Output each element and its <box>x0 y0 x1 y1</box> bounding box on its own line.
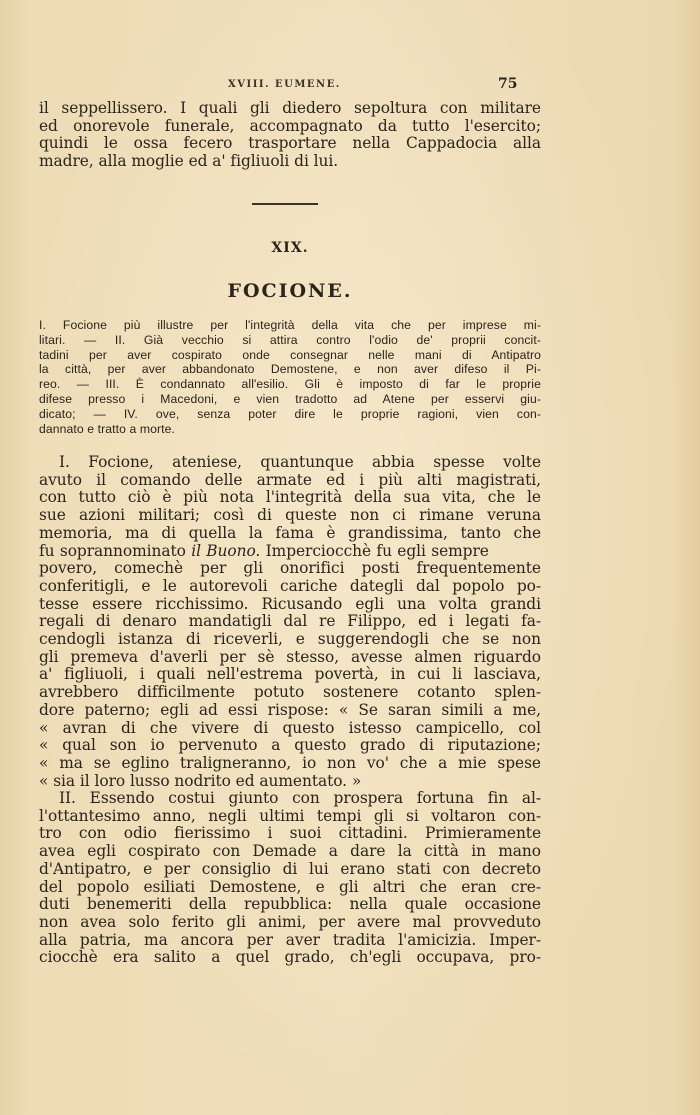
previous-chapter-ending <box>39 100 541 171</box>
text-line: d'Antipatro, e per consiglio di lui erano stati con decreto <box>39 859 541 878</box>
text-line: tro con odio fierissimo i suoi cittadini. Primieramente <box>39 824 541 843</box>
page-number: 75 <box>498 76 518 92</box>
running-title: XVIII. EUMENE. <box>228 79 341 90</box>
chapter-title: FOCIONE. <box>227 280 353 302</box>
text-line: povero, comechè per gli onorifici posti frequentemente <box>39 559 541 578</box>
text-line: ed onorevole funerale, accompagnato da tutto l'esercito; <box>39 116 541 135</box>
text-line: a' figliuoli, i quali nell'estrema povertà, in cui li lasciava, <box>39 665 541 684</box>
text-line: ciocchè era salito a quel grado, ch'egli occupava, pro- <box>39 948 541 967</box>
text-line: avrebbero difficilmente potuto sostenere cotanto splen- <box>39 683 541 702</box>
text-line-with-italic <box>39 543 541 561</box>
summary-line: la città, per aver abbandonato Demostene, e non aver difeso il Pi- <box>39 362 541 377</box>
text-line: quindi le ossa fecero trasportare nella Cappadocia alla <box>39 134 541 153</box>
text-line: II. Essendo costui giunto con prospera fortuna fin al- <box>59 789 541 807</box>
text-line: madre, alla moglie ed a' figliuoli di lui. <box>39 152 339 171</box>
text-line: l'ottantesimo anno, negli ultimi tempi gli si voltaron con- <box>39 806 541 825</box>
text-line: regali di denaro mandatigli dal re Filippo, ed i legati fa- <box>39 612 541 631</box>
summary-line: difese presso i Macedoni, e vien tradotto ad Atene per esservi giu- <box>39 391 541 406</box>
text-line: sue azioni militari; così di queste non ci rimane veruna <box>39 506 541 525</box>
text-line: dore paterno; egli ad essi rispose: « Se saran simili a me, <box>39 700 541 719</box>
section-2-paragraph <box>39 790 541 967</box>
running-head <box>0 76 700 97</box>
text-line: alla patria, ma ancora per aver tradita l'amicizia. Imper- <box>39 930 541 949</box>
summary-line: dicato; — IV. ove, senza poter dire le proprie ragioni, vien con- <box>39 406 541 421</box>
text-line: cendogli istanza di riceverli, e suggerendogli che se non <box>39 630 541 649</box>
text-run: Imperciocchè fu egli sempre <box>260 541 489 560</box>
section-1-paragraph <box>39 454 541 790</box>
text-line: memoria, ma di quella la fama è grandissima, tanto che <box>39 523 541 542</box>
text-line: « ma se eglino traligneranno, io non vo' che a mie spese <box>39 753 541 772</box>
summary-line: reo. — III. È condannato all'esilio. Gli è imposto di far le proprie <box>39 377 541 392</box>
italic-epithet: il Buono. <box>191 541 261 560</box>
text-line: del popolo esiliati Demostene, e gli altri che eran cre- <box>39 877 541 896</box>
text-line: avuto il comando delle armate ed i più alti magistrati, <box>39 470 541 489</box>
text-line: conferitigli, e le autorevoli cariche dategli dal popolo po- <box>39 576 541 595</box>
summary-line: tadini per aver cospirato onde consegnar nelle mani di Antipatro <box>39 347 541 362</box>
text-line: il seppellissero. I quali gli diedero sepoltura con militare <box>39 99 541 117</box>
text-line: avea egli cospirato con Demade a dare la città in mano <box>39 842 541 861</box>
text-line: « sia il loro lusso nodrito ed aumentato. » <box>39 771 362 790</box>
text-run: fu soprannominato <box>39 541 192 560</box>
text-line: « avran di che vivere di questo istesso campicello, col <box>39 718 541 737</box>
text-line: non avea solo ferito gli animi, per avere mal provveduto <box>39 912 541 931</box>
summary-line: litari. — II. Già vecchio si attira contro l'odio de' proprii concit- <box>39 332 541 347</box>
summary-line: I. Focione più illustre per l'integrità della vita che per imprese mi- <box>39 318 541 332</box>
text-line: tesse essere ricchissimo. Ricusando egli una volta grandi <box>39 594 541 613</box>
text-line: con tutto ciò è più nota l'integrità della sua vita, che le <box>39 488 541 507</box>
text-line: gli premeva d'averli per sè stesso, avesse almen riguardo <box>39 647 541 666</box>
chapter-summary <box>39 318 541 436</box>
text-line: I. Focione, ateniese, quantunque abbia spesse volte <box>59 453 541 471</box>
summary-line: dannato e tratto a morte. <box>39 421 175 436</box>
text-line: « qual son io pervenuto a questo grado di riputazione; <box>39 736 541 755</box>
text-line: duti benemeriti della repubblica: nella quale occasione <box>39 895 541 914</box>
section-divider <box>252 203 318 205</box>
chapter-number: XIX. <box>271 240 309 256</box>
